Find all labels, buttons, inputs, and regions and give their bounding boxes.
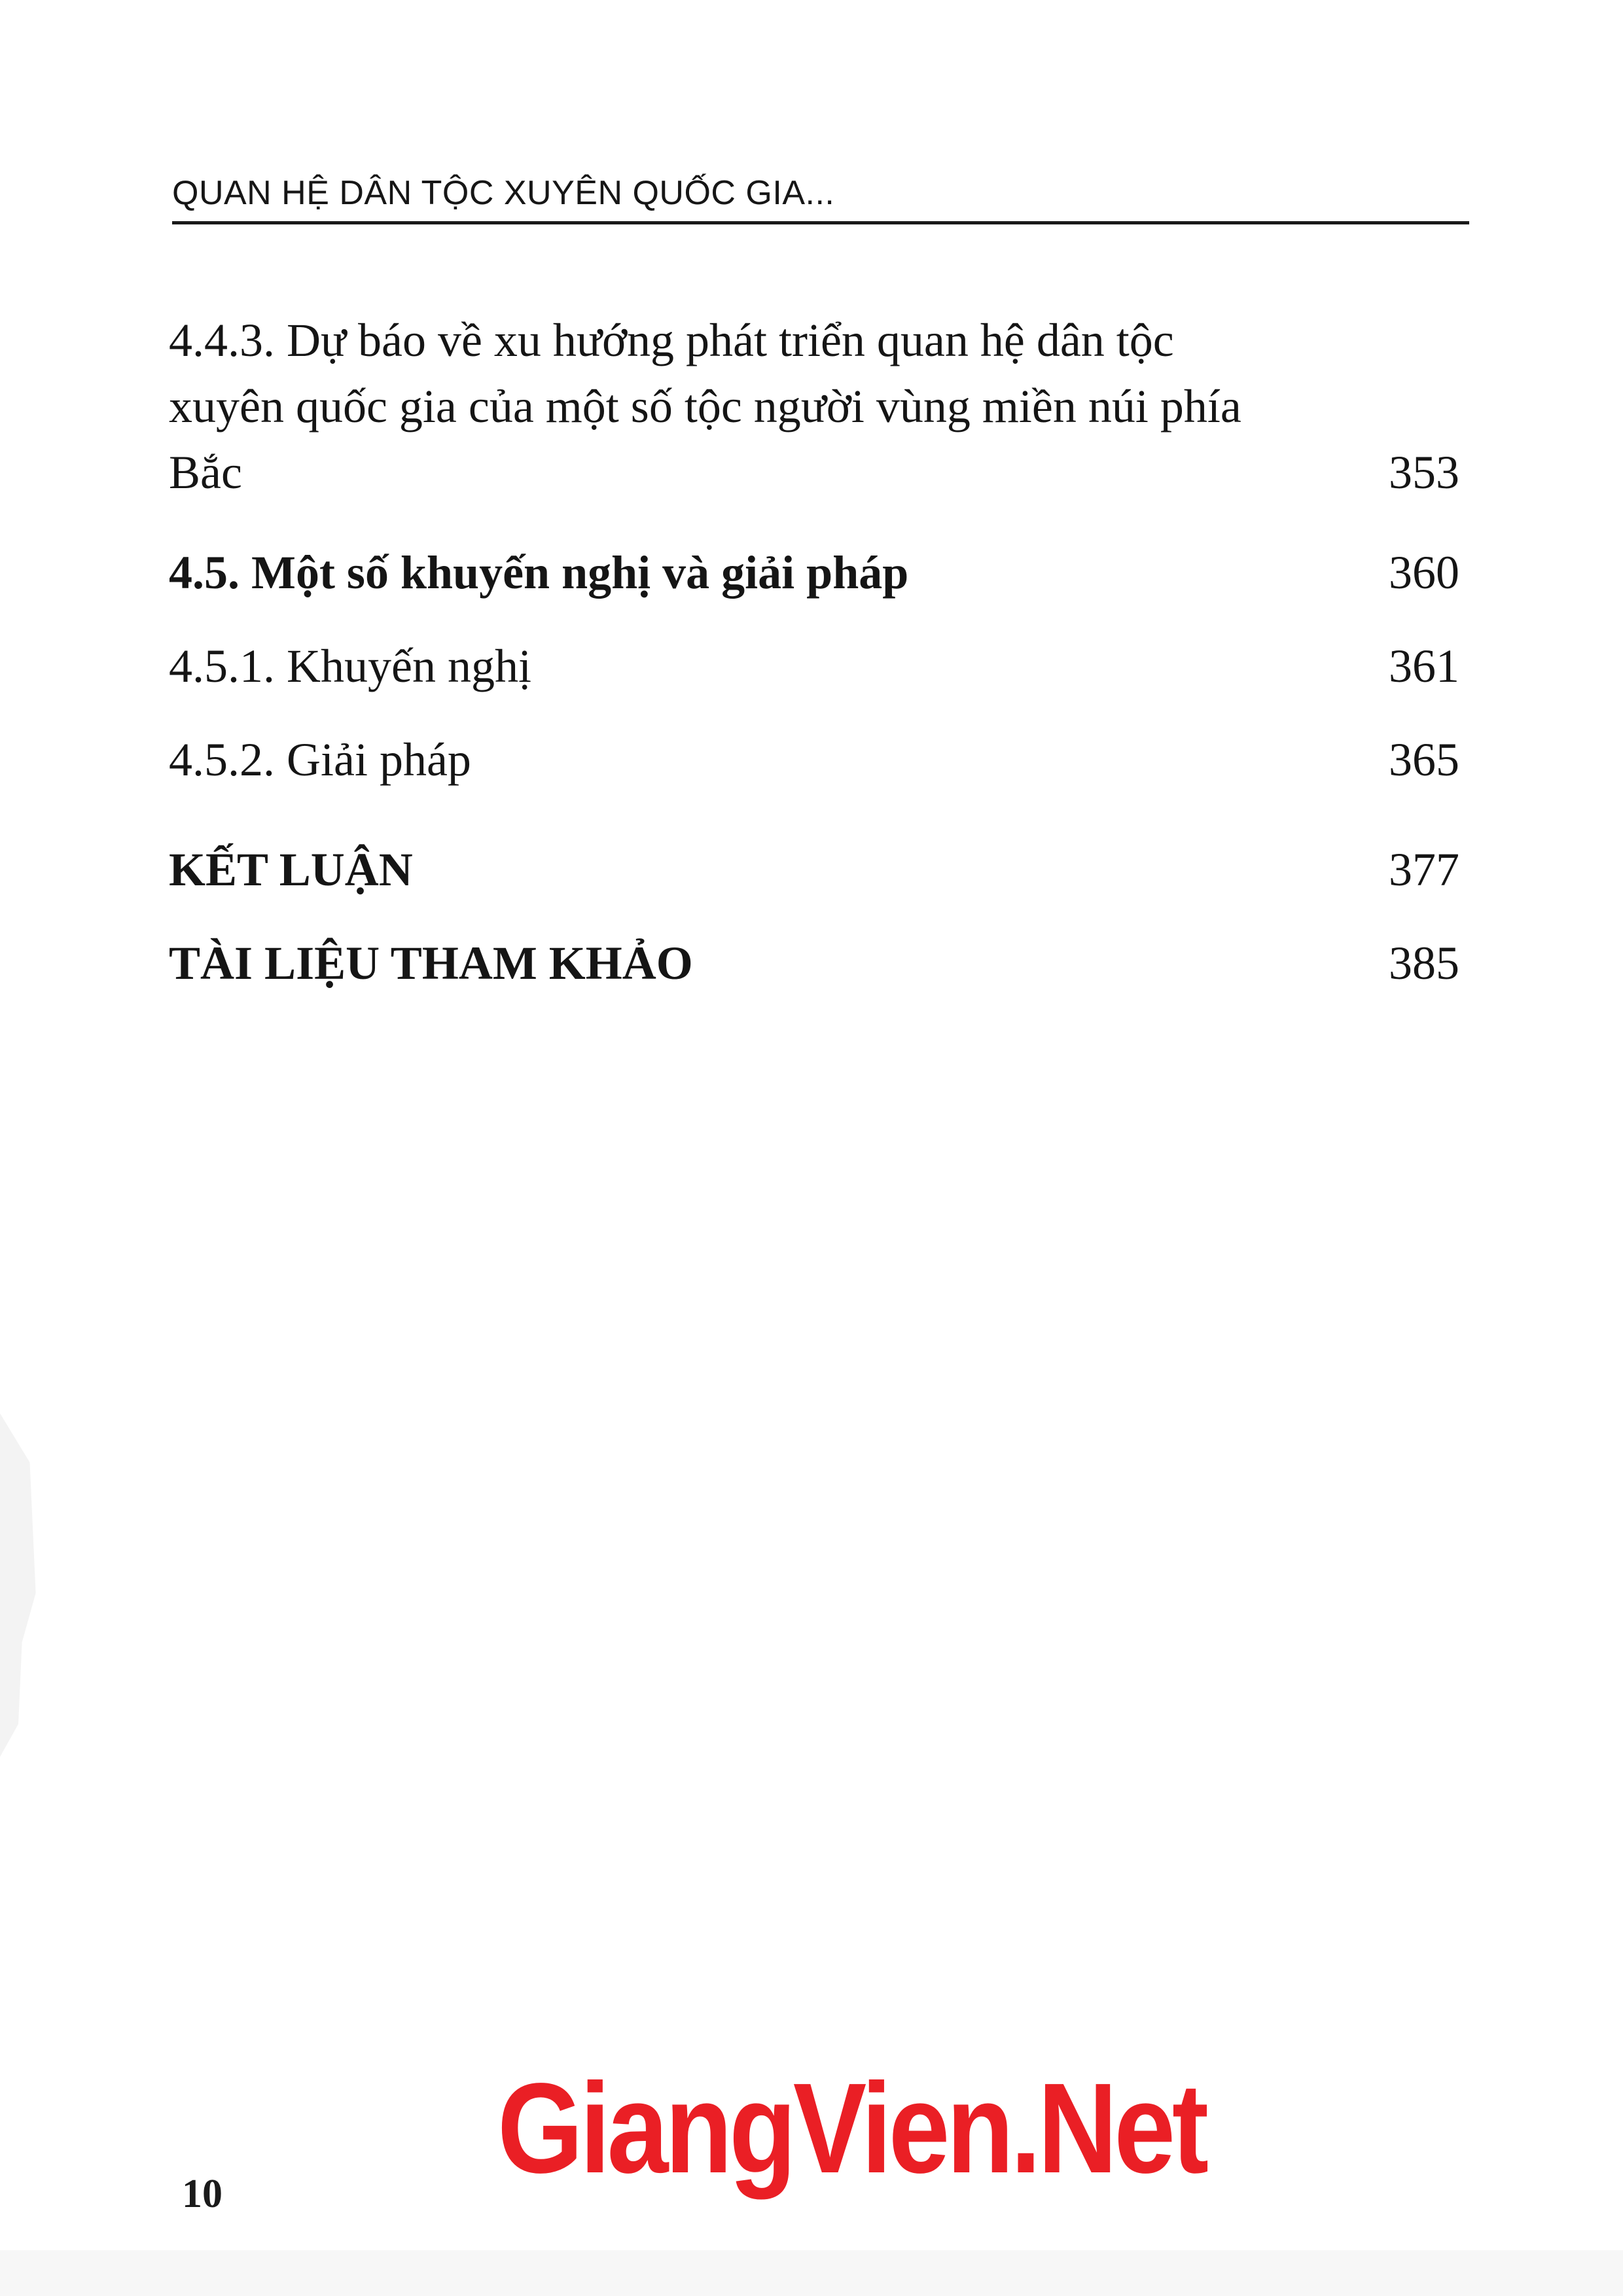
torn-page-edge xyxy=(0,1413,46,2231)
toc-entry xyxy=(169,930,1465,997)
toc-entry xyxy=(169,308,1465,506)
toc-entry-title: 4.5.1. Khuyến nghị xyxy=(169,640,531,692)
watermark-text: GiangVien.Net xyxy=(497,2057,1205,2200)
toc-entry-page: 360 xyxy=(1389,546,1459,599)
toc-entry-page: 353 xyxy=(1389,446,1459,499)
page-number: 10 xyxy=(182,2172,223,2216)
toc-entry-title: 4.4.3. Dự báo về xu hướng phát triển quan hệ dân tộc xuyên quốc gia của một số tộc người vùng miền núi phía Bắc xyxy=(169,314,1241,499)
toc-entry xyxy=(169,633,1465,699)
bottom-page-edge xyxy=(0,2250,1623,2296)
running-head: QUAN HỆ DÂN TỘC XUYÊN QUỐC GIA... xyxy=(172,174,835,212)
toc-entry xyxy=(169,837,1465,903)
toc-entry-title: 4.5.2. Giải pháp xyxy=(169,733,471,786)
toc-entry-title: 4.5. Một số khuyến nghị và giải pháp xyxy=(169,546,909,599)
toc-entry-page: 377 xyxy=(1389,843,1459,896)
watermark xyxy=(497,2055,1205,2212)
toc-entry-title: KẾT LUẬN xyxy=(169,843,413,896)
toc-entry-title: TÀI LIỆU THAM KHẢO xyxy=(169,937,693,989)
toc-entry xyxy=(169,727,1465,793)
header-rule xyxy=(172,221,1469,224)
toc-entry-page: 361 xyxy=(1389,640,1459,692)
table-of-contents xyxy=(169,308,1465,997)
page-header xyxy=(172,164,1469,229)
toc-entry-page: 385 xyxy=(1389,937,1459,989)
toc-entry xyxy=(169,540,1465,606)
toc-entry-page: 365 xyxy=(1389,733,1459,786)
